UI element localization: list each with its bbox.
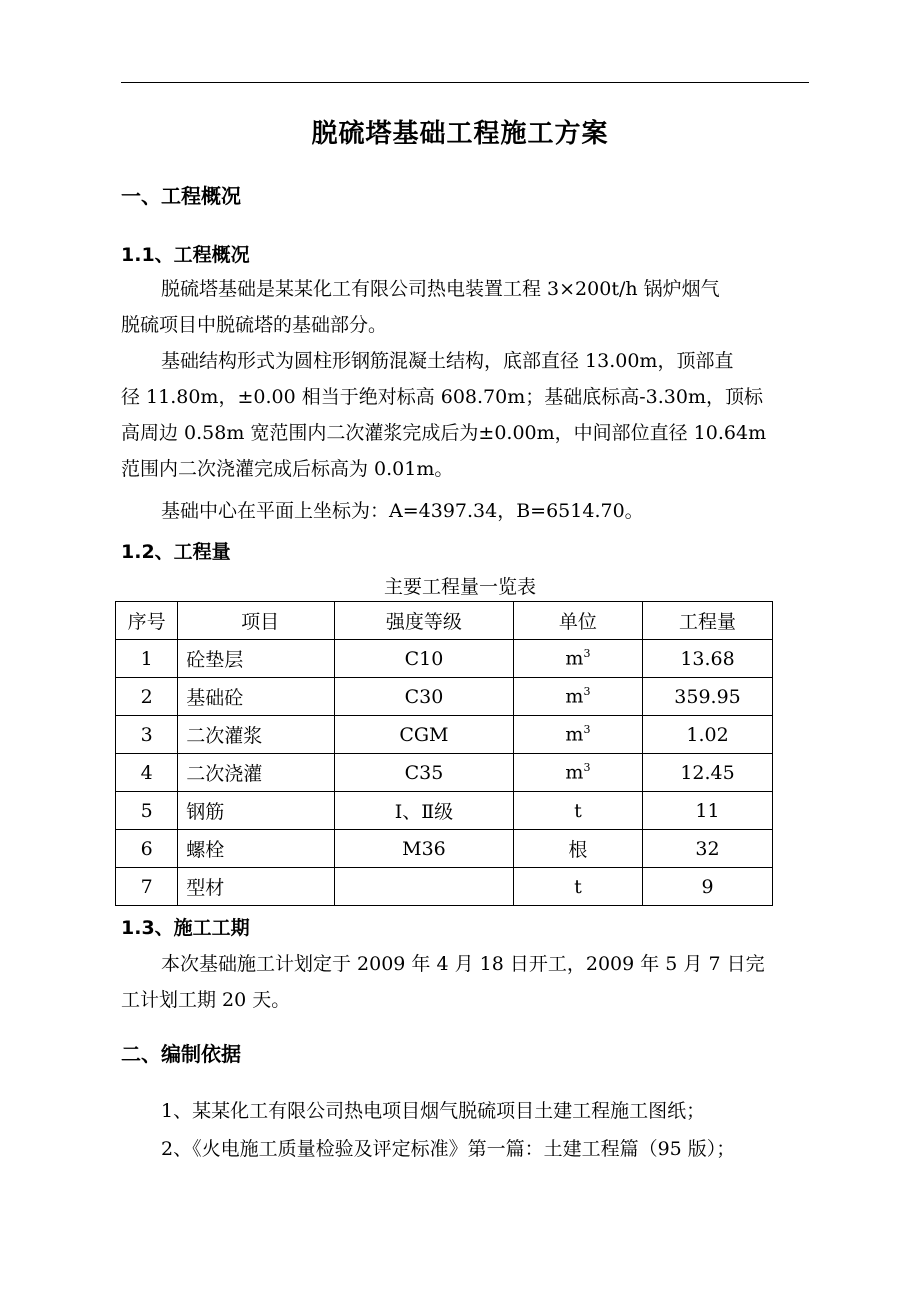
- table-caption: 主要工程量一览表: [383, 576, 536, 598]
- cell-quantity: 13.68: [643, 640, 773, 678]
- cell-quantity: 1.02: [643, 716, 773, 754]
- header-item: 项目: [178, 602, 335, 640]
- cell-item: 基础砼: [178, 678, 335, 716]
- section2-heading: 二、编制依据: [121, 1042, 241, 1066]
- cell-item: 二次灌浆: [178, 716, 335, 754]
- header-no: 序号: [116, 602, 178, 640]
- cell-item: 二次浇灌: [178, 754, 335, 792]
- header-unit: 单位: [513, 602, 642, 640]
- cell-grade: [335, 868, 514, 906]
- header-quantity: 工程量: [643, 602, 773, 640]
- cell-item: 砼垫层: [178, 640, 335, 678]
- document-title: 脱硫塔基础工程施工方案: [311, 119, 609, 149]
- quantity-table: [115, 601, 773, 906]
- cell-grade: M36: [335, 830, 514, 868]
- sub2-heading: 1.2、工程量: [121, 541, 231, 563]
- cell-quantity: 12.45: [643, 754, 773, 792]
- cell-unit: $m^3$: [513, 754, 642, 792]
- cell-grade: C30: [335, 678, 514, 716]
- cell-grade: C10: [335, 640, 514, 678]
- cell-no: 2: [116, 678, 178, 716]
- basis-list-item: 1、某某化工有限公司热电项目烟气脱硫项目土建工程施工图纸；: [161, 1100, 706, 1122]
- unit-superscript: 3: [583, 723, 591, 737]
- table-row: [116, 640, 773, 678]
- cell-quantity: 359.95: [643, 678, 773, 716]
- cell-item: 型材: [178, 868, 335, 906]
- cell-no: 1: [116, 640, 178, 678]
- table-row: [116, 830, 773, 868]
- section1-heading: 一、工程概况: [121, 184, 241, 208]
- table-row: [116, 678, 773, 716]
- sub3-heading: 1.3、施工工期: [121, 917, 250, 939]
- table-row: [116, 792, 773, 830]
- table-row: [116, 868, 773, 906]
- cell-quantity: 32: [643, 830, 773, 868]
- sub1-paragraph-1: 脱硫塔基础是某某化工有限公司热电装置工程 3×200t/h 锅炉烟气 脱硫项目中脱硫塔的基础部分。: [121, 278, 720, 336]
- sub1-paragraph-2: 基础结构形式为圆柱形钢筋混凝土结构，底部直径 13.00m，顶部直 径 11.80m，±0.00 相当于绝对标高 608.70m；基础底标高-3.30m，顶标 高周边 0.58m 宽范围内二次灌浆完成后为±0.00m，中间部位直径 10.64m 范围内二次浇灌完成后标高为 0.01m。: [121, 350, 767, 480]
- unit-superscript: 3: [583, 761, 591, 775]
- cell-grade: CGM: [335, 716, 514, 754]
- cell-unit: t: [513, 868, 642, 906]
- cell-no: 5: [116, 792, 178, 830]
- cell-unit: t: [513, 792, 642, 830]
- cell-quantity: 11: [643, 792, 773, 830]
- unit-superscript: 3: [583, 685, 591, 699]
- basis-list-item: 2、《火电施工质量检验及评定标准》第一篇：土建工程篇（95 版）；: [161, 1138, 736, 1160]
- cell-item: 螺栓: [178, 830, 335, 868]
- cell-grade: C35: [335, 754, 514, 792]
- cell-item: 钢筋: [178, 792, 335, 830]
- header-grade: 强度等级: [335, 602, 514, 640]
- cell-no: 7: [116, 868, 178, 906]
- cell-unit: $m^3$: [513, 640, 642, 678]
- table-header-row: [116, 602, 773, 640]
- cell-unit: 根: [513, 830, 642, 868]
- header-rule: [121, 82, 809, 83]
- cell-quantity: 9: [643, 868, 773, 906]
- sub1-paragraph-3: 基础中心在平面上坐标为：A=4397.34，B=6514.70。: [161, 500, 644, 522]
- sub3-paragraph: 本次基础施工计划定于 2009 年 4 月 18 日开工，2009 年 5 月 7 日完 工计划工期 20 天。: [121, 953, 765, 1011]
- cell-no: 4: [116, 754, 178, 792]
- cell-grade: Ⅰ、Ⅱ级: [335, 792, 514, 830]
- sub1-heading: 1.1、工程概况: [121, 244, 250, 266]
- cell-no: 3: [116, 716, 178, 754]
- table-row: [116, 716, 773, 754]
- table-row: [116, 754, 773, 792]
- cell-unit: $m^3$: [513, 716, 642, 754]
- cell-no: 6: [116, 830, 178, 868]
- cell-unit: $m^3$: [513, 678, 642, 716]
- unit-superscript: 3: [583, 647, 591, 661]
